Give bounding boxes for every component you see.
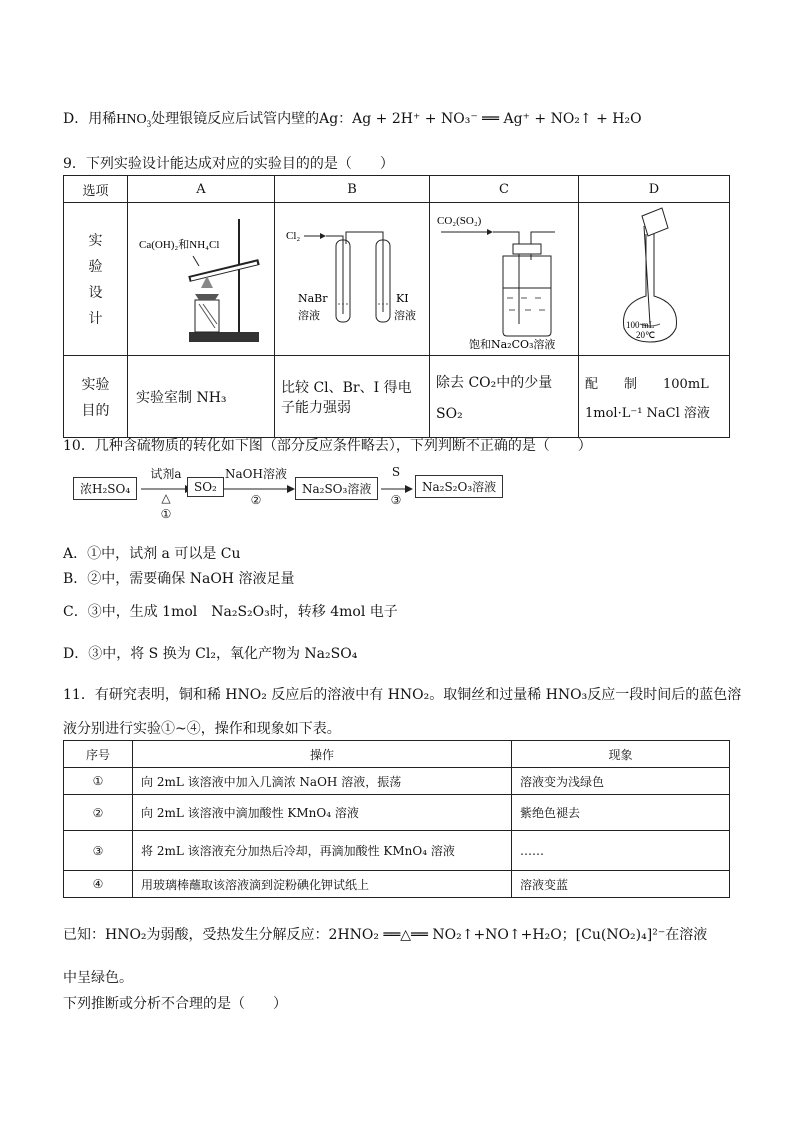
q9-purpose-c: 除去 CO₂中的少量 SO₂ [430,356,579,438]
flow-box-h2so4: 浓H₂SO₄ [73,477,137,500]
flow-box-na2s2o3: Na₂S₂O₃溶液 [415,475,503,498]
arrow-3-icon [381,485,413,493]
q11-stem-line-2: 液分别进行实验①~④，操作和现象如下表。 [63,721,341,737]
q10-flow: 浓H₂SO₄ 试剂a △ ① SO₂ NaOH溶液 ② Na₂SO₃溶液 S ③ Na₂S₂O₃溶液 [63,465,513,527]
q9-purpose-d: 配 制 100mL 1mol·L⁻¹ NaCl 溶液 [579,356,730,438]
svg-text:饱和Na₂CO₃溶液: 饱和Na₂CO₃溶液 [469,338,556,350]
q9-col-a: A [128,176,275,203]
q11-row-3-obs: …… [512,831,730,871]
q11-row-4-op: 用玻璃棒蘸取该溶液滴到淀粉碘化钾试纸上 [133,871,512,898]
q11-row-1-obs: 溶液变为浅绿色 [512,768,730,795]
q9-row-design-label: 实 验 设 计 [64,203,128,356]
q9-col-d: D [579,176,730,203]
svg-text:CO₂(SO₂): CO₂(SO₂) [437,215,482,227]
q10-option-b: B．②中，需要确保 NaOH 溶液足量 [63,571,295,587]
q9-design-c [430,203,579,356]
q9-purpose-a: 实验室制 NH₃ [128,356,275,438]
svg-text:溶液: 溶液 [298,309,320,322]
q8-option-d-mid: 处理银镜反应后试管内壁的 [151,111,320,127]
q8-option-d-prefix: D．用稀 [63,111,117,127]
q10-option-a: A．①中，试剂 a 可以是 Cu [63,546,241,562]
q9-row-purpose-label: 实验 目的 [64,356,128,438]
q11-header-num: 序号 [64,741,133,768]
q11-known-line-1: 已知：HNO₂为弱酸，受热发生分解反应：2HNO₂ ══△══ NO₂↑+NO↑+H₂O；[Cu(NO₂)₄]²⁻在溶液 [63,927,708,943]
q11-row-2-op: 向 2mL 该溶液中滴加酸性 KMnO₄ 溶液 [133,795,512,831]
q11-header-obs: 现象 [512,741,730,768]
q11-row-1-op: 向 2mL 该溶液中加入几滴浓 NaOH 溶液，振荡 [133,768,512,795]
svg-text:NaBr: NaBr [298,292,328,305]
q11-row-2-num: ② [64,795,133,831]
svg-text:KI: KI [396,292,409,305]
q9-design-b [275,203,430,356]
q8-option-d: D．用稀$HNO_3$处理银镜反应后试管内壁的Ag：Ag + 2H⁺ + NO₃⁻ ══ Ag⁺ + NO₂↑ + H₂O [63,111,642,129]
q11-row-3-op: 将 2mL 该溶液充分加热后冷却，再滴加酸性 KMnO₄ 溶液 [133,831,512,871]
apparatus-d-icon [580,204,728,350]
q10-stem: 10．几种含硫物质的转化如下图（部分反应条件略去），下列判断不正确的是（ ） [63,438,592,454]
q8-option-d-equation: Ag：Ag + 2H⁺ + NO₃⁻ ══ Ag⁺ + NO₂↑ + H₂O [319,111,642,127]
q11-row-3-num: ③ [64,831,133,871]
svg-text:Ca(OH)₂和NH₄Cl: Ca(OH)₂和NH₄Cl [139,239,220,251]
svg-text:Cl₂: Cl₂ [286,230,301,242]
q11-row-2-obs: 紫绝色褪去 [512,795,730,831]
q11-table [63,740,730,898]
q9-col-b: B [275,176,430,203]
q11-row-4-obs: 溶液变蓝 [512,871,730,898]
apparatus-b-icon [276,204,428,350]
svg-text:20℃: 20℃ [636,330,656,340]
q10-option-d: D．③中，将 S 换为 Cl₂，氧化产物为 Na₂SO₄ [63,646,358,662]
q9-purpose-b: 比较 Cl、Br、I 得电子能力强弱 [275,356,430,438]
q11-known-line-2: 中呈绿色。 [63,970,133,986]
apparatus-a-icon [129,204,273,350]
q9-design-d [579,203,730,356]
q9-col-c: C [430,176,579,203]
arrow-2-icon [223,485,295,493]
q9-table [63,175,730,438]
q9-col-option: 选项 [64,176,128,203]
flow-box-na2so3: Na₂SO₃溶液 [295,477,378,500]
apparatus-c-icon [431,204,577,350]
q9-design-a [128,203,275,356]
svg-text:溶液: 溶液 [394,309,416,322]
flow-box-so2: SO₂ [187,477,224,497]
svg-text:100 mL: 100 mL [626,320,655,330]
q11-row-1-num: ① [64,768,133,795]
q11-row-4-num: ④ [64,871,133,898]
q11-question: 下列推断或分析不合理的是（ ） [63,996,287,1012]
q11-stem-line-1: 11．有研究表明，铜和稀 HNO₂ 反应后的溶液中有 HNO₂。取铜丝和过量稀 HNO₃反应一段时间后的蓝色溶 [63,687,742,703]
q10-option-c: C．③中，生成 1mol Na₂S₂O₃时，转移 4mol 电子 [63,604,398,620]
q9-stem: 9．下列实验设计能达成对应的实验目的的是（ ） [63,156,394,172]
q11-header-op: 操作 [133,741,512,768]
